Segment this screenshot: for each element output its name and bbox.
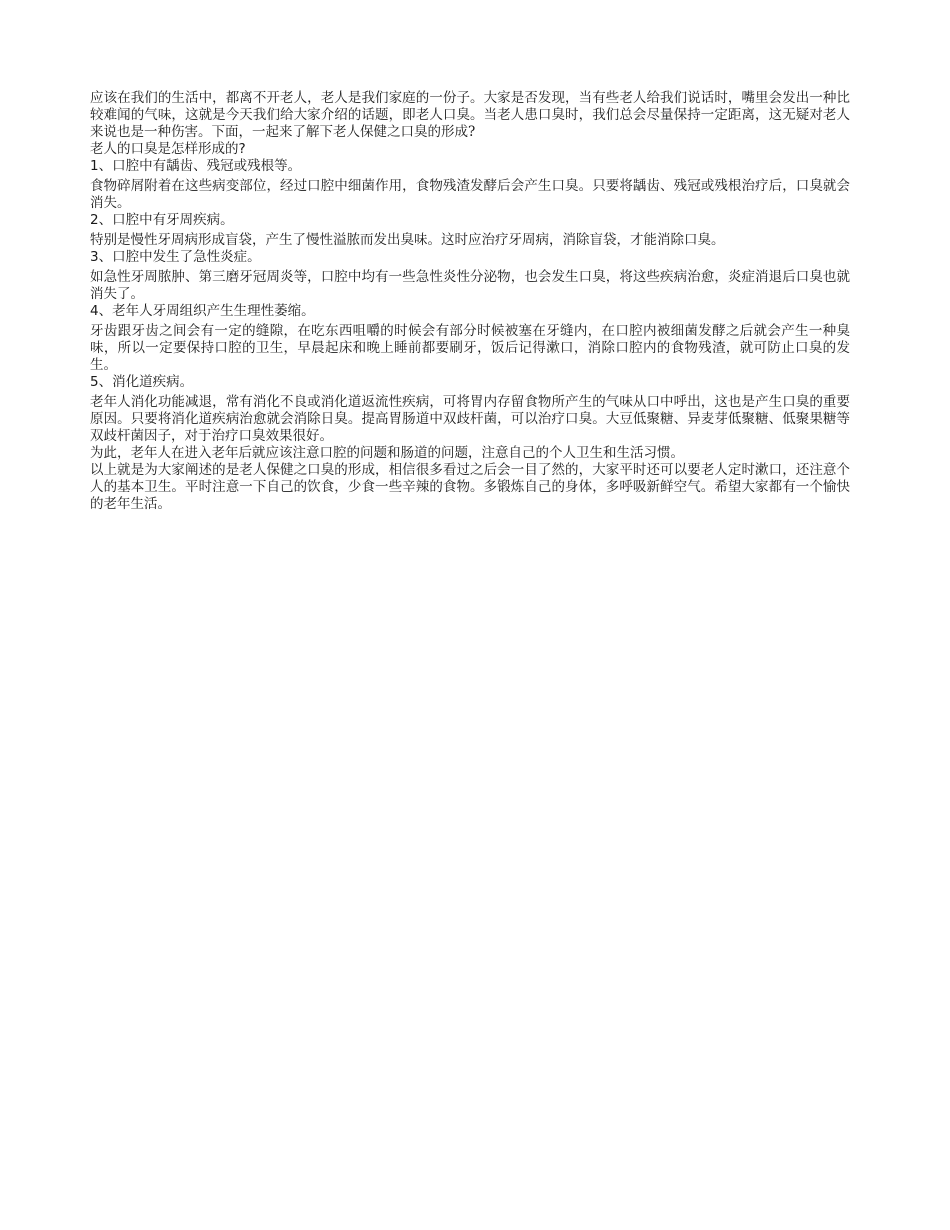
document-page [90, 90, 850, 513]
section-body-1: 食物碎屑附着在这些病变部位，经过口腔中细菌作用，食物残渣发酵后会产生口臭。只要将龋齿、残冠或残根治疗后，口臭就会消失。 [90, 178, 850, 211]
section-heading-2: 2、口腔中有牙周疾病。 [90, 212, 234, 228]
section-body-5: 老年人消化功能减退，常有消化不良或消化道返流性疾病，可将胃内存留食物所产生的气味从口中呼出，这也是产生口臭的重要原因。只要将消化道疾病治愈就会消除日臭。提高胃肠道中双歧杆菌，可以治疗口臭。大豆低聚糖、异麦芽低聚糖、低聚果糖等双歧杆菌因子，对于治疗口臭效果很好。 [90, 394, 850, 444]
section-heading-3: 3、口腔中发生了急性炎症。 [90, 249, 261, 265]
section-body-3: 如急性牙周脓肿、第三磨牙冠周炎等，口腔中均有一些急性炎性分泌物，也会发生口臭，将这些疾病治愈，炎症消退后口臭也就消失了。 [90, 269, 850, 302]
section-heading-5: 5、消化道疾病。 [90, 374, 194, 390]
section-heading-1: 1、口腔中有龋齿、残冠或残根等。 [90, 158, 302, 174]
section-body-4: 牙齿跟牙齿之间会有一定的缝隙，在吃东西咀嚼的时候会有部分时候被塞在牙缝内，在口腔内被细菌发酵之后就会产生一种臭味，所以一定要保持口腔的卫生，早晨起床和晚上睡前都要刷牙，饭后记得漱口，消除口腔内的食物残渣，就可防止口臭的发生。 [90, 323, 850, 373]
intro-paragraph: 应该在我们的生活中，都离不开老人，老人是我们家庭的一份子。大家是否发现，当有些老人给我们说话时，嘴里会发出一种比较难闻的气味，这就是今天我们给大家介绍的话题，即老人口臭。当老人患口臭时，我们总会尽量保持一定距离，这无疑对老人来说也是一种伤害。下面，一起来了解下老人保健之口臭的形成? [90, 90, 850, 140]
advice-paragraph: 为此，老年人在进入老年后就应该注意口腔的问题和肠道的问题，注意自己的个人卫生和生活习惯。 [90, 445, 684, 461]
section-heading-4: 4、老年人牙周组织产生生理性萎缩。 [90, 303, 315, 319]
question-heading: 老人的口臭是怎样形成的? [90, 141, 246, 157]
conclusion-paragraph: 以上就是为大家阐述的是老人保健之口臭的形成，相信很多看过之后会一目了然的，大家平时还可以要老人定时漱口，还注意个人的基本卫生。平时注意一下自己的饮食，少食一些辛辣的食物。多锻炼自己的身体，多呼吸新鲜空气。希望大家都有一个愉快的老年生活。 [90, 462, 850, 512]
section-body-2: 特别是慢性牙周病形成盲袋，产生了慢性溢脓而发出臭味。这时应治疗牙周病，消除盲袋，才能消除口臭。 [90, 232, 725, 248]
